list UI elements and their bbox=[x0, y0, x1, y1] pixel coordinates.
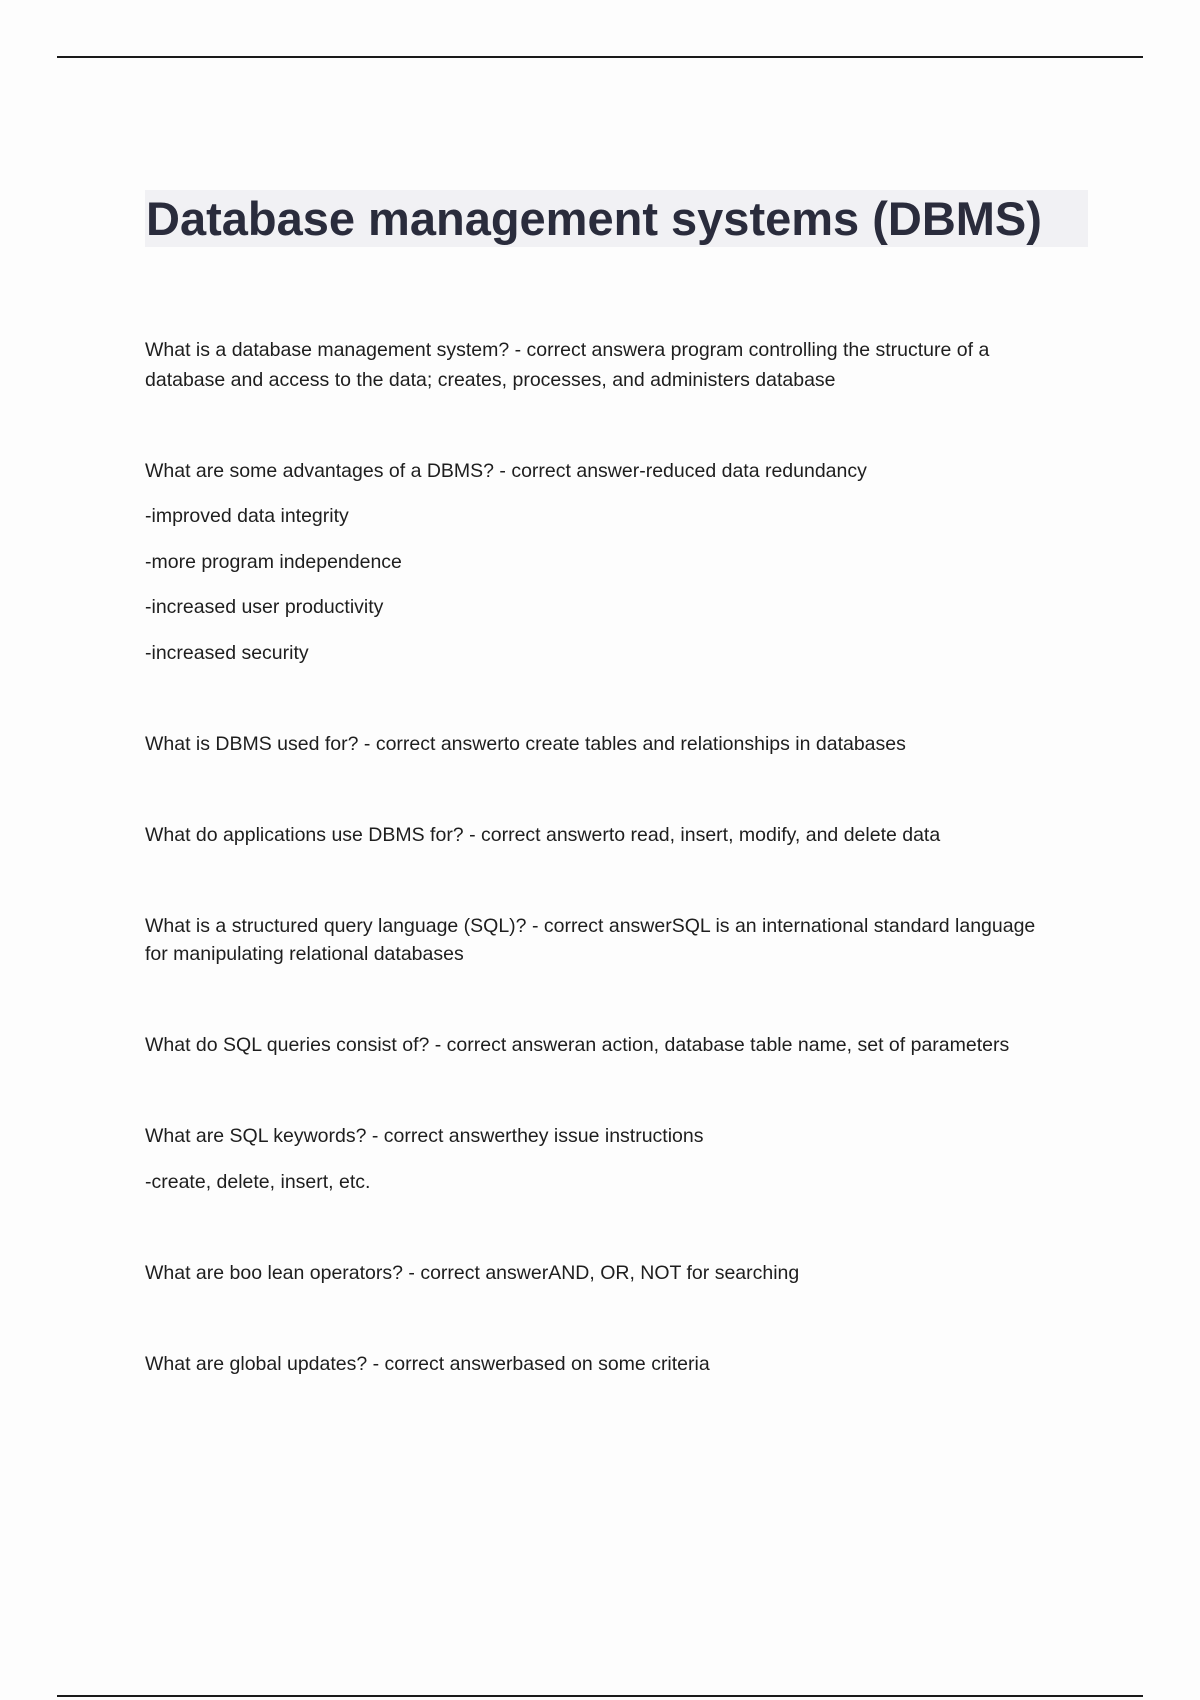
qa-2-line-4: -increased user productivity bbox=[145, 596, 384, 618]
qa-2-line-5: -increased security bbox=[145, 642, 309, 664]
qa-5-line-2: for manipulating relational databases bbox=[145, 943, 464, 965]
qa-2-line-3: -more program independence bbox=[145, 551, 402, 573]
qa-4-line-1: What do applications use DBMS for? - correct answerto read, insert, modify, and delete data bbox=[145, 824, 941, 846]
qa-5-line-1: What is a structured query language (SQL)? - correct answerSQL is an international standard language bbox=[145, 915, 1036, 937]
qa-1-line-1: What is a database management system? - correct answera program controlling the structure of a bbox=[145, 339, 990, 361]
qa-8-line-1: What are boo lean operators? - correct answerAND, OR, NOT for searching bbox=[145, 1262, 800, 1284]
qa-6-line-1: What do SQL queries consist of? - correct answeran action, database table name, set of parameters bbox=[145, 1034, 1010, 1056]
qa-1-line-2: database and access to the data; creates, processes, and administers database bbox=[145, 369, 836, 391]
qa-7-line-1: What are SQL keywords? - correct answerthey issue instructions bbox=[145, 1125, 704, 1147]
qa-2-line-1: What are some advantages of a DBMS? - correct answer-reduced data redundancy bbox=[145, 460, 867, 482]
qa-2-line-2: -improved data integrity bbox=[145, 505, 349, 527]
qa-9-line-1: What are global updates? - correct answerbased on some criteria bbox=[145, 1353, 710, 1375]
qa-7-line-2: -create, delete, insert, etc. bbox=[145, 1171, 371, 1193]
document-title: Database management systems (DBMS) bbox=[146, 192, 1042, 245]
header-rule bbox=[57, 56, 1143, 58]
footer-rule bbox=[57, 1695, 1143, 1697]
qa-3-line-1: What is DBMS used for? - correct answerto create tables and relationships in databases bbox=[145, 733, 906, 755]
